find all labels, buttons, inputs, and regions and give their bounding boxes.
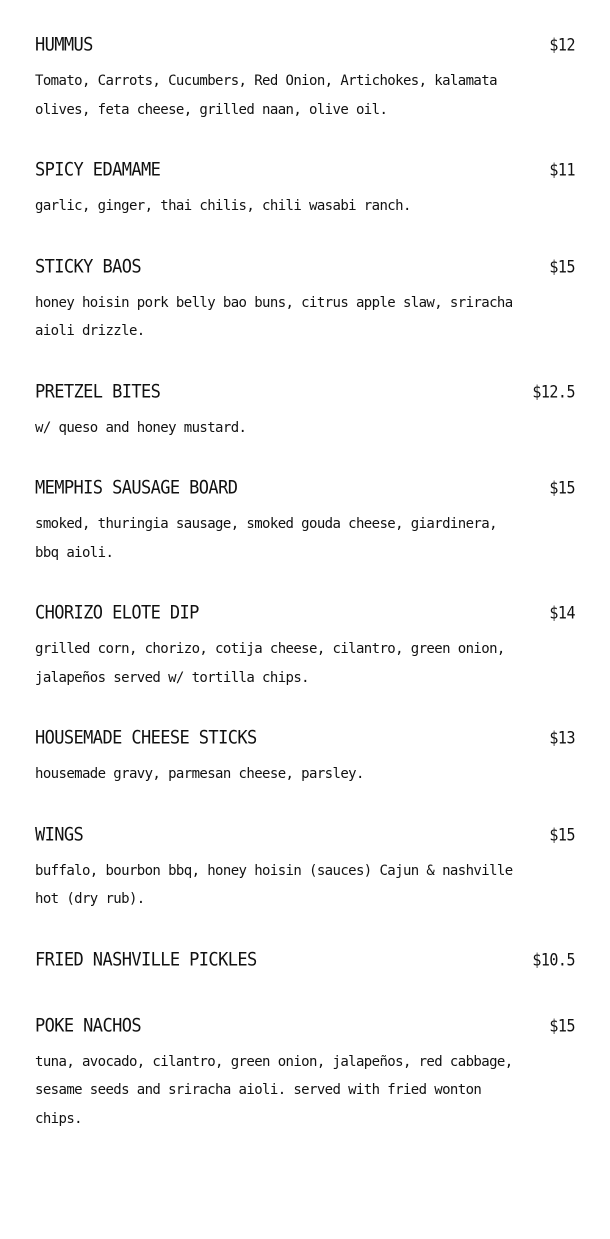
- menu-item-description: smoked, thuringia sausage, smoked gouda cheese, giardinera, bbq aioli.: [35, 516, 497, 561]
- menu-item-wings: [35, 823, 575, 914]
- menu-item-hummus: [35, 33, 575, 124]
- menu-item-spicy-edamame: [35, 158, 575, 221]
- menu-item-name: SPICY EDAMAME: [35, 158, 161, 181]
- menu-item-header: [35, 476, 575, 503]
- menu-item-description: buffalo, bourbon bbq, honey hoisin (sauces) Cajun & nashville hot (dry rub).: [35, 862, 513, 907]
- menu-item-price: $11: [549, 160, 575, 180]
- menu-item-name: HUMMUS: [35, 33, 93, 56]
- menu-item-sticky-baos: [35, 255, 575, 346]
- menu-item-name: WINGS: [35, 823, 84, 846]
- menu-item-price: $12: [549, 35, 575, 55]
- menu-item-name: POKE NACHOS: [35, 1014, 141, 1037]
- menu-item-name: FRIED NASHVILLE PICKLES: [35, 948, 257, 971]
- menu-list: [35, 33, 575, 1170]
- menu-item-header: [35, 33, 575, 60]
- menu-item-fried-nashville-pickles: [35, 948, 575, 975]
- menu-item-name: CHORIZO ELOTE DIP: [35, 601, 199, 624]
- menu-item-header: [35, 948, 575, 975]
- menu-item-header: [35, 255, 575, 282]
- menu-item-name: HOUSEMADE CHEESE STICKS: [35, 726, 257, 749]
- menu-item-price: $15: [549, 256, 575, 277]
- menu-item-pretzel-bites: [35, 380, 575, 443]
- menu-item-header: [35, 823, 575, 850]
- menu-item-header: [35, 158, 575, 185]
- menu-item-description: Tomato, Carrots, Cucumbers, Red Onion, Artichokes, kalamata olives, feta cheese, grilled naan, olive oil.: [35, 73, 497, 118]
- menu-item-description: w/ queso and honey mustard.: [35, 419, 247, 436]
- menu-item-price: $15: [549, 1015, 575, 1036]
- menu-item-header: [35, 601, 575, 628]
- menu-item-memphis-sausage-board: [35, 476, 575, 567]
- menu-item-price: $12.5: [532, 381, 575, 402]
- menu-item-housemade-cheese-sticks: [35, 726, 575, 789]
- menu-item-name: MEMPHIS SAUSAGE BOARD: [35, 476, 238, 499]
- menu-item-name: STICKY BAOS: [35, 255, 141, 278]
- menu-item-header: [35, 380, 575, 407]
- menu-item-chorizo-elote-dip: [35, 601, 575, 692]
- menu-item-price: $13: [549, 728, 575, 748]
- menu-item-name: PRETZEL BITES: [35, 380, 161, 403]
- menu-item-price: $15: [549, 478, 575, 498]
- menu-item-header: [35, 1014, 575, 1041]
- menu-item-description: housemade gravy, parmesan cheese, parsley.: [35, 766, 364, 782]
- menu-item-price: $10.5: [532, 949, 575, 970]
- menu-item-description: tuna, avocado, cilantro, green onion, jalapeños, red cabbage, sesame seeds and sriracha aioli. served with fried wonton chips.: [35, 1053, 513, 1127]
- menu-item-description: garlic, ginger, thai chilis, chili wasabi ranch.: [35, 198, 411, 214]
- menu-item-price: $14: [549, 603, 575, 623]
- menu-item-price: $15: [549, 824, 575, 845]
- menu-item-description: grilled corn, chorizo, cotija cheese, cilantro, green onion, jalapeños served w/ tortilla chips.: [35, 641, 505, 686]
- menu-item-header: [35, 726, 575, 753]
- menu-item-poke-nachos: [35, 1014, 575, 1134]
- menu-item-description: honey hoisin pork belly bao buns, citrus apple slaw, sriracha aioli drizzle.: [35, 294, 513, 339]
